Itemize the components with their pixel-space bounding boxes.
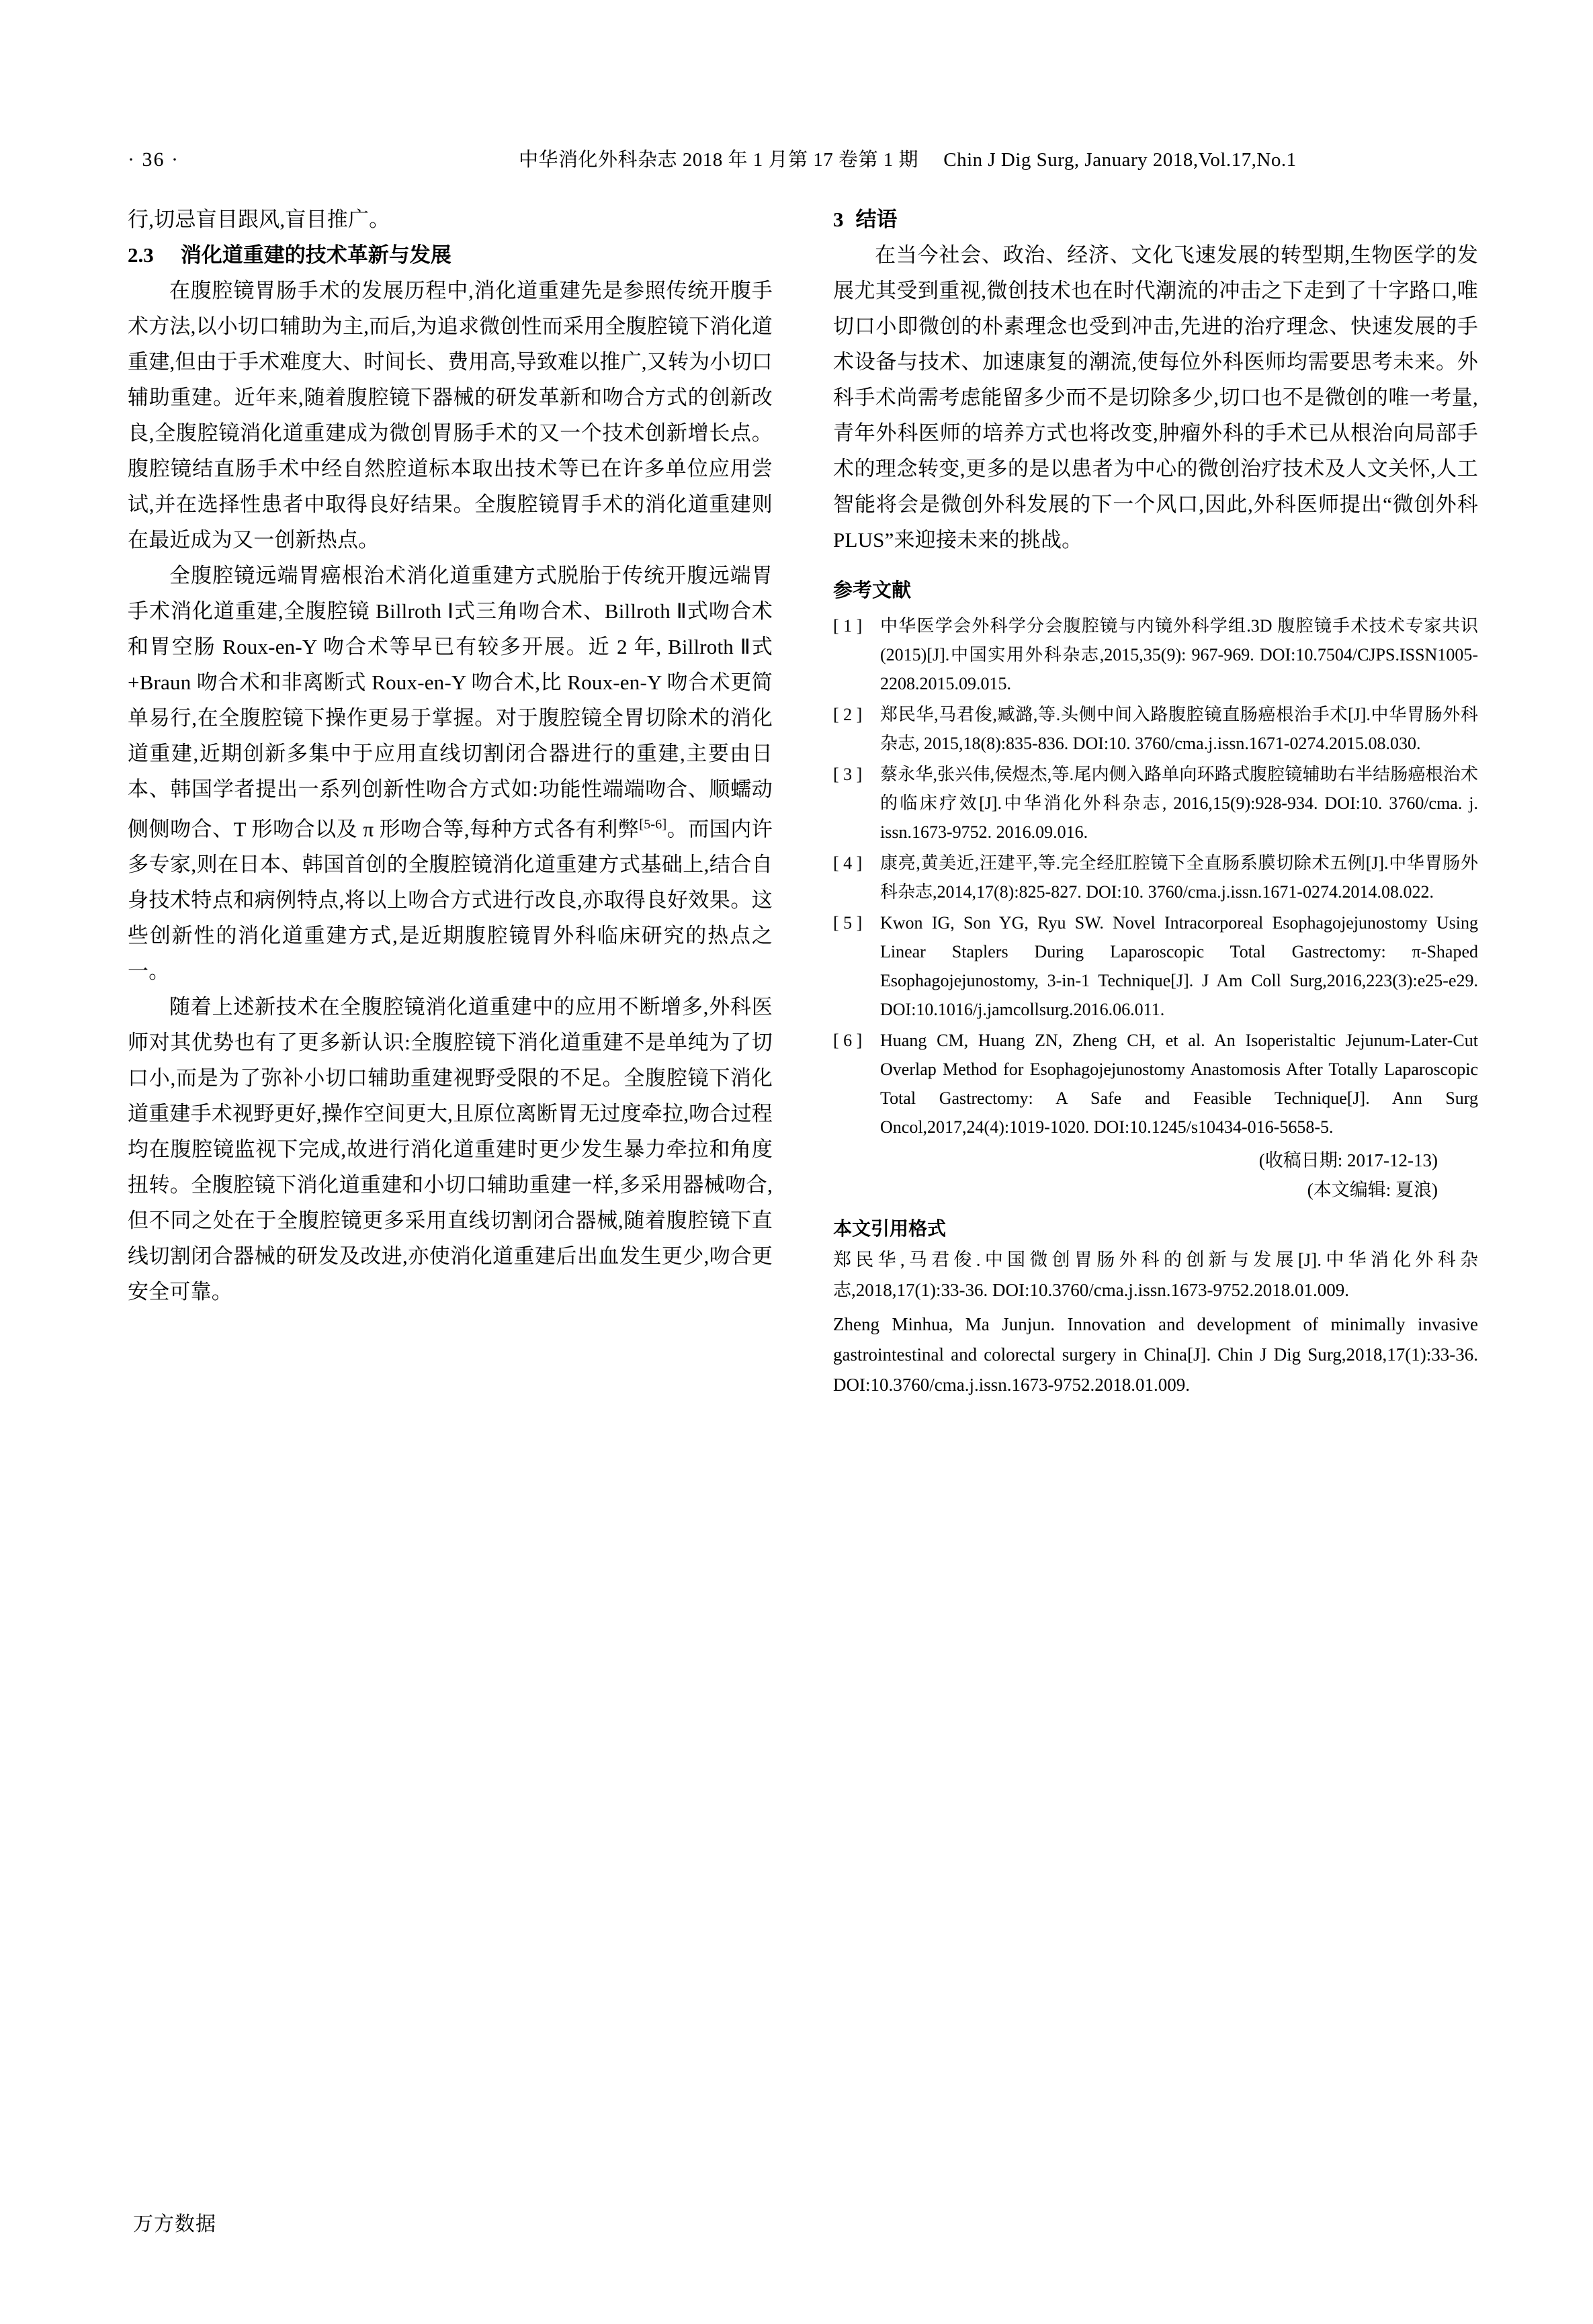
reference-item xyxy=(833,908,1478,1024)
reference-tag: [ 2 ] xyxy=(833,705,863,724)
references-heading: 参考文献 xyxy=(833,580,912,601)
reference-superscript: [5-6] xyxy=(639,817,667,832)
paragraph-2 xyxy=(128,558,773,989)
section-number: 2.3 xyxy=(128,243,154,267)
received-date: (收稿日期: 2017-12-13) xyxy=(1258,1150,1438,1170)
section-title: 结语 xyxy=(855,208,898,231)
reference-item xyxy=(833,611,1478,698)
paragraph-2-part-1: 全腹腔镜远端胃癌根治术消化道重建方式脱胎于传统开腹远端胃手术消化道重建,全腹腔镜 Billroth Ⅰ式三角吻合术、Billroth Ⅱ式吻合术和胃空肠 Roux-en-Y 吻合术等早已有较多开展。近 2 年, Billroth Ⅱ式+Braun 吻合术和非离断式 Roux-en-Y 吻合术,比 Roux-en-Y 吻合术更简单易行,在全腹腔镜下操作更易于掌握。对于腹腔镜全胃切除术的消化道重建,近期创新多集中于应用直线切割闭合器进行的重建,主要由日本、韩国学者提出一系列创新性吻合方式如:功能性端端吻合、顺蠕动侧侧吻合、T 形吻合以及 π 形吻合等,每种方式各有利弊 xyxy=(128,564,773,841)
reference-tag: [ 6 ] xyxy=(833,1031,863,1050)
citation-english: Zheng Minhua, Ma Junjun. Innovation and development of minimally invasive gastrointestinal and colorectal surgery in China[J]. Chin J Dig Surg,2018,17(1):33-36. DOI:10.3760/cma.j.issn.1673-9752.2018.01.009. xyxy=(833,1314,1478,1395)
reference-tag: [ 5 ] xyxy=(833,913,863,933)
paragraph-2-part-2: 。而国内许多专家,则在日本、韩国首创的全腹腔镜消化道重建方式基础上,结合自身技术特点和病例特点,将以上吻合方式进行改良,亦取得良好效果。这些创新性的消化道重建方式,是近期腹腔镜胃外科临床研究的热点之一。 xyxy=(128,817,773,984)
reference-text: 蔡永华,张兴伟,侯煜杰,等.尾内侧入路单向环路式腹腔镜辅助右半结肠癌根治术的临床疗效[J].中华消化外科杂志, 2016,15(9):928-934. DOI:10. 3760/cma. j. issn.1673-9752. 2016.09.016. xyxy=(880,765,1478,842)
paragraph-3: 随着上述新技术在全腹腔镜消化道重建中的应用不断增多,外科医师对其优势也有了更多新认识:全腹腔镜下消化道重建不是单纯为了切口小,而是为了弥补小切口辅助重建视野受限的不足。全腹腔镜下消化道重建手术视野更好,操作空间更大,且原位离断胃无过度牵拉,吻合过程均在腹腔镜监视下完成,故进行消化道重建时更少发生暴力牵拉和角度扭转。全腹腔镜下消化道重建和小切口辅助重建一样,多采用器械吻合,但不同之处在于全腹腔镜更多采用直线切割闭合器械,随着腹腔镜下直线切割闭合器械的研发及改进,亦使消化道重建后出血发生更少,吻合更安全可靠。 xyxy=(128,995,773,1304)
editor-credit: (本文编辑: 夏浪) xyxy=(1307,1180,1438,1200)
left-column xyxy=(128,202,773,1400)
continued-paragraph: 行,切忌盲目跟风,盲目推广。 xyxy=(128,208,390,231)
reference-text: Kwon IG, Son YG, Ryu SW. Novel Intracorporeal Esophagojejunostomy Using Linear Staplers During Laparoscopic Total Gastrectomy: π-Shaped Esophagojejunostomy, 3-in-1 Technique[J]. J Am Coll Surg,2016,223(3):e25-e29. DOI:10.1016/j.jamcollsurg.2016.06.011. xyxy=(880,913,1478,1019)
reference-tag: [ 4 ] xyxy=(833,853,863,873)
page-number: · 36 · xyxy=(128,148,179,171)
reference-item xyxy=(833,849,1478,906)
citation-heading: 本文引用格式 xyxy=(833,1219,947,1240)
right-column xyxy=(833,202,1478,1400)
reference-text: 康亮,黄美近,汪建平,等.完全经肛腔镜下全直肠系膜切除术五例[J].中华胃肠外科杂志,2014,17(8):825-827. DOI:10. 3760/cma.j.issn.1671-0274.2014.08.022. xyxy=(880,853,1478,902)
reference-item xyxy=(833,760,1478,847)
section-heading-2-3 xyxy=(128,237,773,273)
reference-tag: [ 3 ] xyxy=(833,765,863,784)
reference-text: 中华医学会外科学分会腹腔镜与内镜外科学组.3D 腹腔镜手术技术专家共识(2015)[J].中国实用外科杂志,2015,35(9): 967-969. DOI:10.7504/CJPS.ISSN1005-2208.2015.09.015. xyxy=(880,616,1478,693)
watermark: 万方数据 xyxy=(133,2213,216,2235)
section-number: 3 xyxy=(833,208,844,231)
paragraph-1: 在腹腔镜胃肠手术的发展历程中,消化道重建先是参照传统开腹手术方法,以小切口辅助为主,而后,为追求微创性而采用全腹腔镜下消化道重建,但由于手术难度大、时间长、费用高,导致难以推广,又转为小切口辅助重建。近年来,随着腹腔镜下器械的研发革新和吻合方式的创新改良,全腹腔镜消化道重建成为微创胃肠手术的又一个技术创新增长点。腹腔镜结直肠手术中经自然腔道标本取出技术等已在许多单位应用尝试,并在选择性患者中取得良好结果。全腹腔镜胃手术的消化道重建则在最近成为又一创新热点。 xyxy=(128,279,773,552)
reference-tag: [ 1 ] xyxy=(833,616,863,636)
section-heading-3 xyxy=(833,202,1478,237)
citation-chinese: 郑民华,马君俊.中国微创胃肠外科的创新与发展[J].中华消化外科杂志,2018,17(1):33-36. DOI:10.3760/cma.j.issn.1673-9752.2018.01.009. xyxy=(833,1250,1478,1300)
page-header xyxy=(128,144,1475,172)
reference-text: Huang CM, Huang ZN, Zheng CH, et al. An Isoperistaltic Jejunum-Later-Cut Overlap Method for Esophagojejunostomy Anastomosis After Totally Laparoscopic Total Gastrectomy: A Safe and Feasible Technique[J]. Ann Surg Oncol,2017,24(4):1019-1020. DOI:10.1245/s10434-016-5658-5. xyxy=(880,1031,1478,1137)
conclusion-paragraph: 在当今社会、政治、经济、文化飞速发展的转型期,生物医学的发展尤其受到重视,微创技术也在时代潮流的冲击之下走到了十字路口,唯切口小即微创的朴素理念也受到冲击,先进的治疗理念、快速发展的手术设备与技术、加速康复的潮流,使每位外科医师均需要思考未来。外科手术尚需考虑能留多少而不是切除多少,切口也不是微创的唯一考量,青年外科医师的培养方式也将改变,肿瘤外科的手术已从根治向局部手术的理念转变,更多的是以患者为中心的微创治疗技术及人文关怀,人工智能将会是微创外科发展的下一个风口,因此,外科医师提出“微创外科 PLUS”来迎接未来的挑战。 xyxy=(833,243,1478,552)
two-column-body xyxy=(128,202,1478,1400)
reference-item xyxy=(833,700,1478,758)
journal-header-line: 中华消化外科杂志 2018 年 1 月第 17 卷第 1 期 Chin J Dig Surg, January 2018,Vol.17,No.1 xyxy=(518,149,1297,171)
reference-text: 郑民华,马君俊,臧潞,等.头侧中间入路腹腔镜直肠癌根治手术[J].中华胃肠外科杂志, 2015,18(8):835-836. DOI:10. 3760/cma.j.issn.1671-0274.2015.08.030. xyxy=(880,705,1478,753)
reference-item xyxy=(833,1026,1478,1142)
section-title: 消化道重建的技术革新与发展 xyxy=(180,243,451,267)
